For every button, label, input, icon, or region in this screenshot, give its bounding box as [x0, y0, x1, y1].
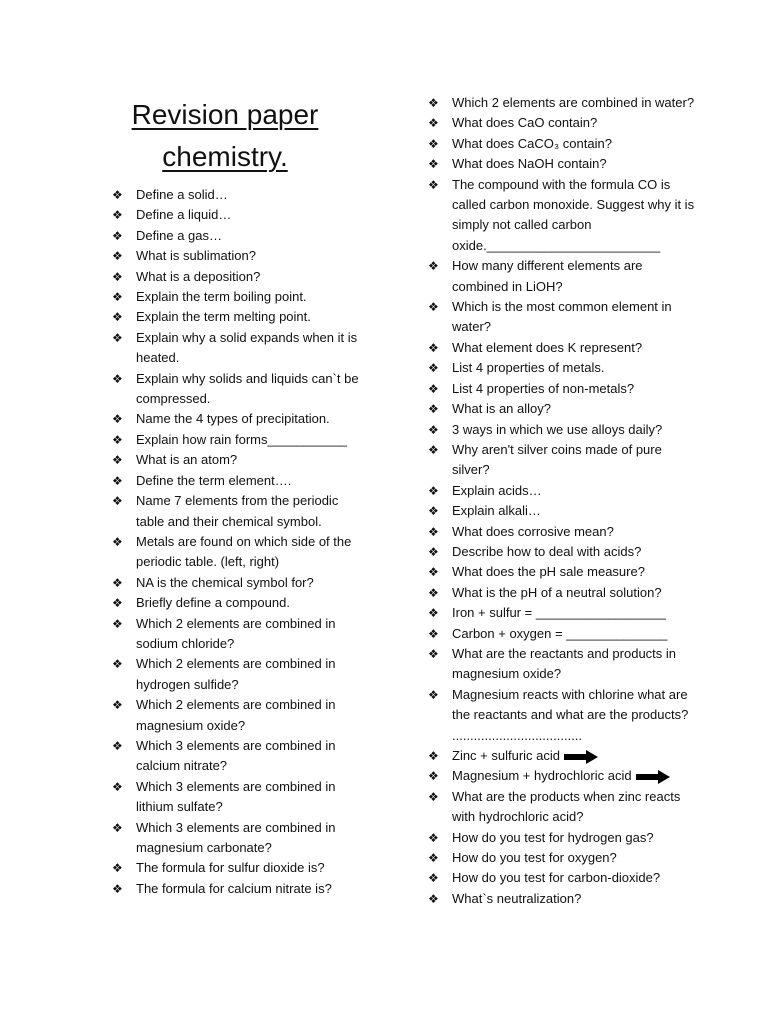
diamond-bullet-icon: ❖: [428, 483, 439, 498]
diamond-bullet-icon: ❖: [428, 606, 439, 621]
question-item: [110, 593, 370, 613]
question-item: [110, 226, 370, 246]
diamond-bullet-icon: ❖: [112, 657, 123, 672]
question-text: Describe how to deal with acids?: [452, 543, 642, 559]
question-text: Briefly define a compound.: [136, 595, 290, 611]
diamond-bullet-icon: ❖: [112, 249, 123, 264]
question-text: Explain the term boiling point.: [136, 289, 307, 305]
diamond-bullet-icon: ❖: [428, 871, 439, 886]
question-item: [426, 542, 696, 562]
question-text: What does NaOH contain?: [452, 156, 607, 172]
diamond-bullet-icon: ❖: [112, 310, 123, 325]
diamond-bullet-icon: ❖: [112, 412, 123, 427]
diamond-bullet-icon: ❖: [428, 300, 439, 315]
question-item: [426, 522, 696, 542]
diamond-bullet-icon: ❖: [112, 596, 123, 611]
question-text: Magnesium + hydrochloric acid: [452, 768, 632, 784]
question-text: Define a solid…: [136, 187, 228, 202]
question-item: [110, 654, 370, 695]
question-item: [426, 787, 696, 828]
question-item: [426, 154, 696, 174]
question-item: [110, 430, 370, 450]
question-item: [110, 205, 370, 225]
diamond-bullet-icon: ❖: [428, 565, 439, 580]
question-text: List 4 properties of non-metals?: [452, 380, 635, 396]
question-text: What is the pH of a neutral solution?: [452, 584, 662, 600]
diamond-bullet-icon: ❖: [112, 208, 123, 223]
diamond-bullet-icon: ❖: [428, 749, 439, 763]
question-text: Magnesium reacts with chlorine what are the reactants and what are the products? ....................................: [452, 686, 689, 743]
question-item: [110, 858, 370, 878]
question-text: NA is the chemical symbol for?: [136, 574, 314, 590]
diamond-bullet-icon: ❖: [428, 769, 439, 784]
page-title: [100, 94, 350, 178]
diamond-bullet-icon: ❖: [428, 585, 439, 600]
diamond-bullet-icon: ❖: [112, 269, 123, 284]
diamond-bullet-icon: ❖: [428, 524, 439, 539]
question-item: [426, 338, 696, 358]
question-text: What are the reactants and products in magnesium oxide?: [452, 645, 677, 682]
diamond-bullet-icon: ❖: [428, 340, 439, 355]
diamond-bullet-icon: ❖: [428, 626, 439, 641]
diamond-bullet-icon: ❖: [428, 504, 439, 519]
diamond-bullet-icon: ❖: [428, 157, 439, 172]
question-item: [110, 777, 370, 818]
question-text: The formula for sulfur dioxide is?: [136, 860, 325, 876]
question-item: [110, 246, 370, 266]
diamond-bullet-icon: ❖: [112, 453, 123, 468]
right-arrow-icon: [564, 750, 598, 764]
right-arrow-icon: [636, 770, 670, 784]
question-text: Which 3 elements are combined in magnesium carbonate?: [136, 819, 336, 855]
question-text: Define a liquid…: [136, 207, 232, 223]
question-text: 3 ways in which we use alloys daily?: [452, 421, 663, 437]
question-text: Define a gas…: [136, 227, 222, 243]
question-text: The formula for calcium nitrate is?: [136, 880, 332, 896]
question-item: [426, 685, 696, 746]
question-item: [426, 256, 696, 297]
question-text: What element does K represent?: [452, 339, 643, 355]
question-item: [110, 369, 370, 410]
question-item: [426, 868, 696, 888]
question-text: Iron + sulfur = __________________: [452, 605, 666, 621]
question-text: What are the products when zinc reacts with hydrochloric acid?: [452, 788, 681, 825]
question-item: [110, 879, 370, 899]
title-line-2: chemistry.: [162, 141, 288, 172]
question-text: How many different elements are combined in LiOH?: [452, 258, 643, 294]
question-text: Which 2 elements are combined in water?: [452, 95, 695, 110]
question-text: Name the 4 types of precipitation.: [136, 411, 330, 427]
question-text: Which 2 elements are combined in sodium chloride?: [136, 615, 336, 651]
question-item: [110, 409, 370, 429]
question-text: Define the term element….: [136, 472, 292, 488]
question-item: [110, 307, 370, 327]
diamond-bullet-icon: ❖: [112, 779, 123, 794]
question-text: Zinc + sulfuric acid: [452, 748, 561, 763]
question-item: [426, 420, 696, 440]
question-item: [426, 175, 696, 257]
question-item: [426, 297, 696, 338]
diamond-bullet-icon: ❖: [428, 851, 439, 866]
left-question-list: [110, 185, 370, 899]
question-item: [426, 828, 696, 848]
question-item: [426, 93, 696, 113]
diamond-bullet-icon: ❖: [428, 544, 439, 559]
question-text: What does CaO contain?: [452, 115, 598, 131]
diamond-bullet-icon: ❖: [428, 402, 439, 417]
question-text: What is an atom?: [136, 452, 238, 468]
diamond-bullet-icon: ❖: [112, 228, 123, 243]
question-item: [426, 501, 696, 521]
question-item: [426, 562, 696, 582]
question-item: [426, 399, 696, 419]
question-item: [426, 766, 696, 786]
question-text: How do you test for hydrogen gas?: [452, 829, 654, 845]
diamond-bullet-icon: ❖: [428, 422, 439, 437]
question-item: [426, 889, 696, 909]
question-text: Which 3 elements are combined in lithium sulfate?: [136, 778, 336, 815]
question-text: How do you test for carbon-dioxide?: [452, 870, 661, 886]
question-item: [110, 287, 370, 307]
question-text: Which 2 elements are combined in magnesium oxide?: [136, 697, 336, 733]
diamond-bullet-icon: ❖: [428, 646, 439, 661]
question-text: What`s neutralization?: [452, 890, 582, 906]
question-item: [426, 481, 696, 501]
question-item: [426, 379, 696, 399]
question-item: [110, 185, 370, 205]
question-text: Why aren't silver coins made of pure silver?: [452, 441, 662, 478]
question-text: What does CaCO₃ contain?: [452, 135, 612, 151]
diamond-bullet-icon: ❖: [112, 820, 123, 835]
question-item: [110, 736, 370, 777]
diamond-bullet-icon: ❖: [112, 738, 123, 753]
question-text: What does the pH sale measure?: [452, 564, 645, 580]
question-item: [110, 328, 370, 369]
diamond-bullet-icon: ❖: [428, 381, 439, 396]
diamond-bullet-icon: ❖: [112, 494, 123, 509]
title-line-1: Revision paper: [131, 99, 319, 130]
diamond-bullet-icon: ❖: [112, 616, 123, 631]
diamond-bullet-icon: ❖: [112, 861, 123, 876]
question-text: Metals are found on which side of the periodic table. (left, right): [136, 533, 352, 570]
question-text: Carbon + oxygen = ______________: [452, 625, 668, 641]
diamond-bullet-icon: ❖: [428, 687, 439, 702]
question-text: What is an alloy?: [452, 401, 551, 417]
diamond-bullet-icon: ❖: [112, 698, 123, 713]
question-item: [110, 695, 370, 736]
diamond-bullet-icon: ❖: [112, 188, 123, 202]
question-item: [426, 113, 696, 133]
right-question-list: [426, 93, 696, 909]
question-item: [426, 440, 696, 481]
question-text: Explain alkali…: [452, 503, 541, 519]
diamond-bullet-icon: ❖: [428, 177, 439, 192]
question-text: The compound with the formula CO is called carbon monoxide. Suggest why it is simply not called carbon oxide.________________________: [452, 176, 695, 253]
question-text: Explain why a solid expands when it is heated.: [136, 329, 358, 366]
diamond-bullet-icon: ❖: [428, 96, 439, 110]
question-item: [426, 848, 696, 868]
question-text: What does corrosive mean?: [452, 523, 614, 539]
diamond-bullet-icon: ❖: [428, 442, 439, 457]
question-item: [110, 267, 370, 287]
question-item: [426, 746, 696, 766]
question-item: [426, 358, 696, 378]
question-item: [110, 450, 370, 470]
question-text: Which 3 elements are combined in calcium nitrate?: [136, 737, 336, 774]
question-text: What is sublimation?: [136, 248, 256, 264]
diamond-bullet-icon: ❖: [112, 575, 123, 590]
question-item: [426, 134, 696, 154]
diamond-bullet-icon: ❖: [112, 290, 123, 305]
diamond-bullet-icon: ❖: [428, 116, 439, 131]
question-text: Explain why solids and liquids can`t be compressed.: [136, 370, 359, 407]
question-item: [110, 491, 370, 532]
question-text: Which is the most common element in water?: [452, 299, 672, 335]
diamond-bullet-icon: ❖: [428, 259, 439, 274]
diamond-bullet-icon: ❖: [428, 830, 439, 845]
diamond-bullet-icon: ❖: [112, 371, 123, 386]
diamond-bullet-icon: ❖: [112, 534, 123, 549]
question-text: How do you test for oxygen?: [452, 850, 617, 866]
question-item: [426, 583, 696, 603]
diamond-bullet-icon: ❖: [112, 330, 123, 345]
question-item: [110, 573, 370, 593]
question-text: Name 7 elements from the periodic table and their chemical symbol.: [136, 493, 339, 529]
question-item: [110, 818, 370, 859]
diamond-bullet-icon: ❖: [112, 432, 123, 447]
question-text: Which 2 elements are combined in hydrogen sulfide?: [136, 656, 336, 692]
question-text: List 4 properties of metals.: [452, 360, 605, 376]
question-text: Explain the term melting point.: [136, 309, 311, 325]
question-item: [426, 644, 696, 685]
diamond-bullet-icon: ❖: [428, 361, 439, 376]
question-item: [110, 532, 370, 573]
question-text: Explain acids…: [452, 482, 542, 498]
diamond-bullet-icon: ❖: [112, 881, 123, 896]
diamond-bullet-icon: ❖: [428, 136, 439, 151]
diamond-bullet-icon: ❖: [112, 473, 123, 488]
question-text: What is a deposition?: [136, 268, 261, 284]
question-item: [110, 471, 370, 491]
question-item: [426, 624, 696, 644]
question-item: [426, 603, 696, 623]
question-text: Explain how rain forms___________: [136, 431, 348, 447]
diamond-bullet-icon: ❖: [428, 891, 439, 906]
diamond-bullet-icon: ❖: [428, 789, 439, 804]
question-item: [110, 614, 370, 655]
